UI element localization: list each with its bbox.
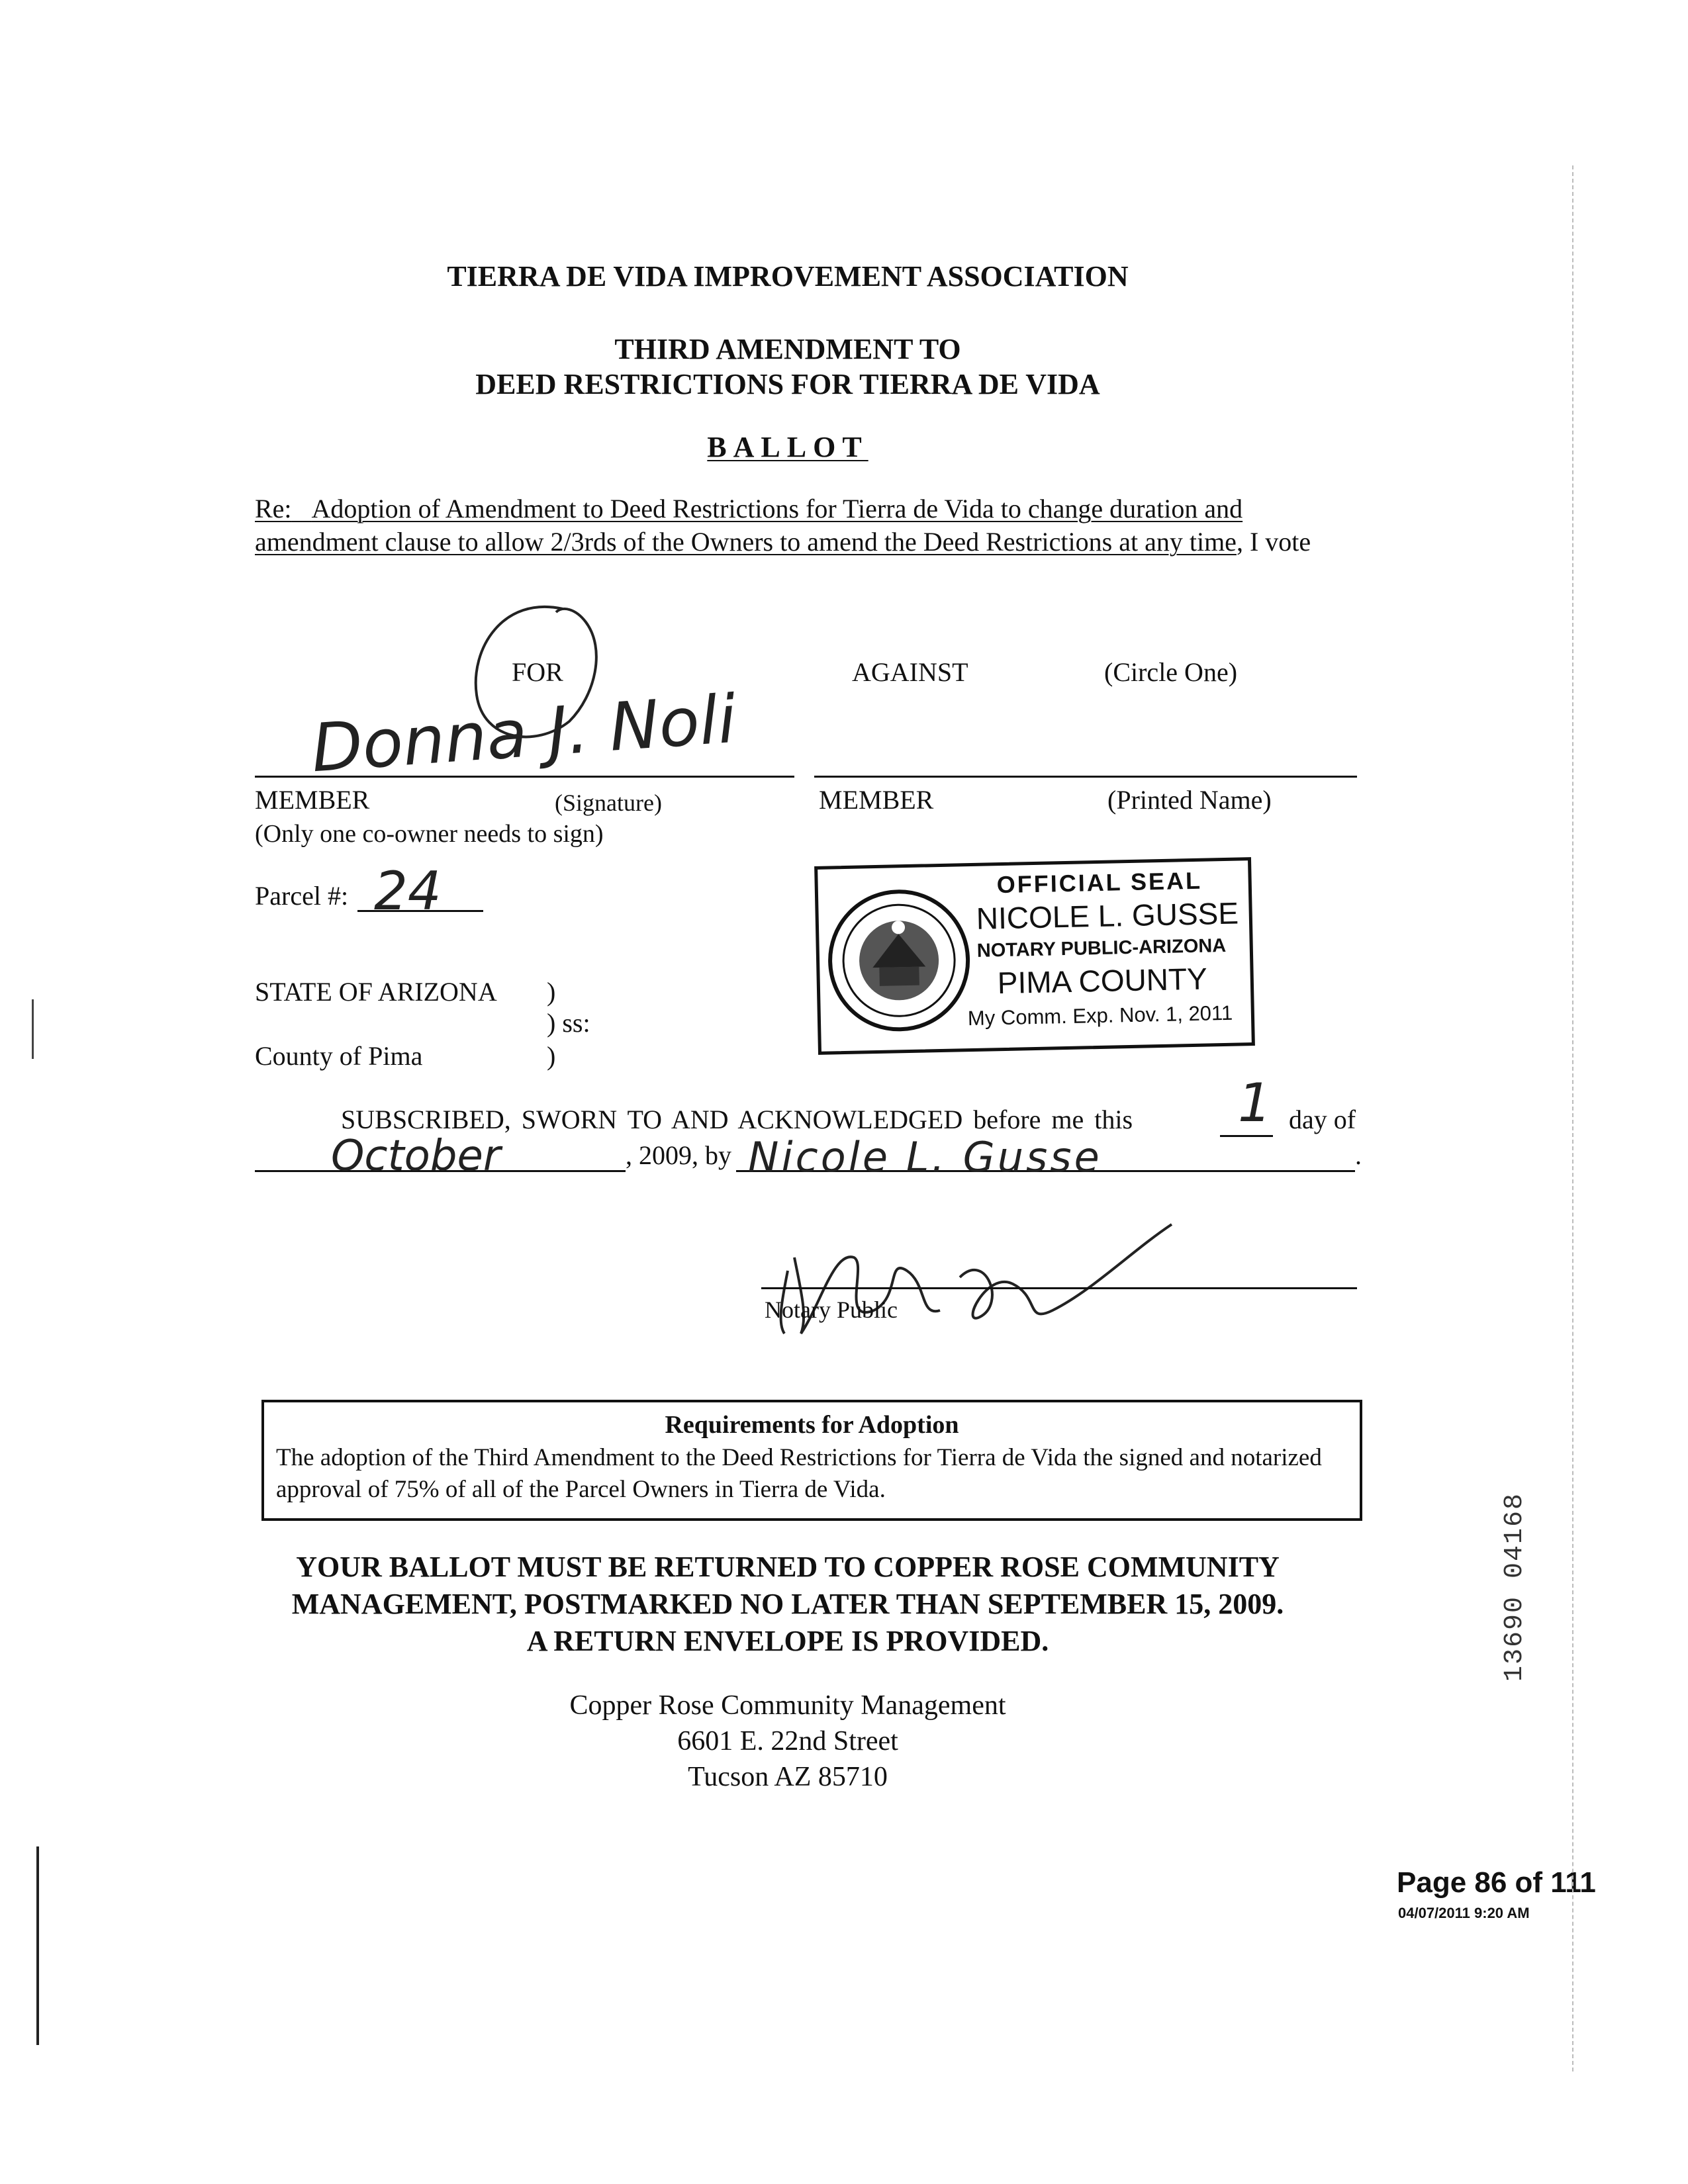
seal-expiry: My Comm. Exp. Nov. 1, 2011 (967, 1001, 1233, 1030)
parcel-label: Parcel #: (255, 881, 349, 911)
re-text-line1: Adoption of Amendment to Deed Restrictions for Tierra de Vida to change duration and (311, 494, 1243, 523)
re-line-1 (255, 493, 1367, 524)
amendment-title-line1: THIRD AMENDMENT TO (614, 333, 961, 365)
seal-name: NICOLE L. GUSSE (976, 895, 1239, 936)
printed-name-label: (Printed Name) (1107, 785, 1272, 815)
requirements-title: Requirements for Adoption (665, 1411, 959, 1439)
amendment-title-line2: DEED RESTRICTIONS FOR TIERRA DE VIDA (475, 368, 1100, 400)
address-company: Copper Rose Community Management (569, 1690, 1006, 1721)
return-notice-line3: A RETURN ENVELOPE IS PROVIDED. (526, 1625, 1049, 1657)
co-owner-note: (Only one co-owner needs to sign) (255, 820, 604, 848)
vote-against-option[interactable]: AGAINST (852, 657, 968, 687)
seal-title: OFFICIAL SEAL (996, 866, 1203, 899)
return-notice-line2: MANAGEMENT, POSTMARKED NO LATER THAN SEPTEMBER 15, 2009. (291, 1588, 1284, 1620)
day-line[interactable] (1220, 1135, 1273, 1137)
venue-county: County of Pima (255, 1041, 423, 1071)
day-value: 1 (1238, 1072, 1272, 1134)
address-street: 6601 E. 22nd Street (677, 1726, 898, 1756)
member-signature: Donna J. Noli (308, 680, 739, 788)
venue-paren-3: ) (547, 1041, 556, 1071)
acknowledgement-text: SUBSCRIBED, SWORN TO AND ACKNOWLEDGED before me this (341, 1105, 1133, 1134)
member-label: MEMBER (255, 785, 370, 815)
scan-edge-mark-2 (32, 999, 34, 1059)
parcel-value: 24 (374, 860, 442, 922)
seal-role: NOTARY PUBLIC-ARIZONA (976, 934, 1227, 962)
seal-county: PIMA COUNTY (997, 961, 1208, 1001)
scan-right-edge (1572, 165, 1575, 2071)
venue-ss: ) ss: (547, 1008, 590, 1038)
arizona-seal-emblem (825, 886, 974, 1035)
signature-label: (Signature) (555, 790, 662, 816)
association-title: TIERRA DE VIDA IMPROVEMENT ASSOCIATION (447, 260, 1129, 293)
address-city: Tucson AZ 85710 (688, 1762, 888, 1792)
month-value: October (331, 1132, 501, 1181)
page-number: Page 86 of 111 (1397, 1866, 1596, 1899)
notary-seal-stamp (814, 857, 1255, 1055)
recording-timestamp: 04/07/2011 9:20 AM (1398, 1905, 1530, 1921)
member-label-2: MEMBER (819, 785, 934, 815)
re-text-line2-tail: , I vote (1236, 527, 1311, 557)
venue-state: STATE OF ARIZONA (255, 977, 497, 1007)
requirements-box (261, 1400, 1362, 1521)
period-mark: . (1355, 1140, 1362, 1170)
notary-signature-line[interactable] (761, 1287, 1357, 1289)
re-label: Re: (255, 494, 292, 523)
printed-name-line[interactable] (814, 776, 1357, 778)
acknowledged-by-value: Nicole L. Gusse (748, 1133, 1102, 1181)
recording-side-number: 13690 04168 (1500, 1492, 1530, 1682)
vote-for-option[interactable]: FOR (512, 657, 563, 687)
circle-one-note: (Circle One) (1104, 657, 1238, 687)
day-of-label: day of (1289, 1105, 1356, 1134)
requirements-text: The adoption of the Third Amendment to the Deed Restrictions for Tierra de Vida the signed and notarized approval of 75% of all of the Parcel Owners in Tierra de Vida. (276, 1444, 1322, 1503)
re-text-line2: amendment clause to allow 2/3rds of the Owners to amend the Deed Restrictions at any time (255, 527, 1237, 557)
notary-public-label: Notary Public (765, 1297, 898, 1323)
signature-line[interactable] (255, 776, 794, 778)
re-line-2 (255, 526, 1311, 557)
return-notice-line1: YOUR BALLOT MUST BE RETURNED TO COPPER ROSE COMMUNITY (296, 1551, 1280, 1583)
ballot-heading: BALLOT (707, 431, 868, 463)
year-by-label: , 2009, by (626, 1140, 731, 1170)
scan-edge-mark (36, 1846, 39, 2045)
venue-paren-1: ) (547, 977, 556, 1007)
